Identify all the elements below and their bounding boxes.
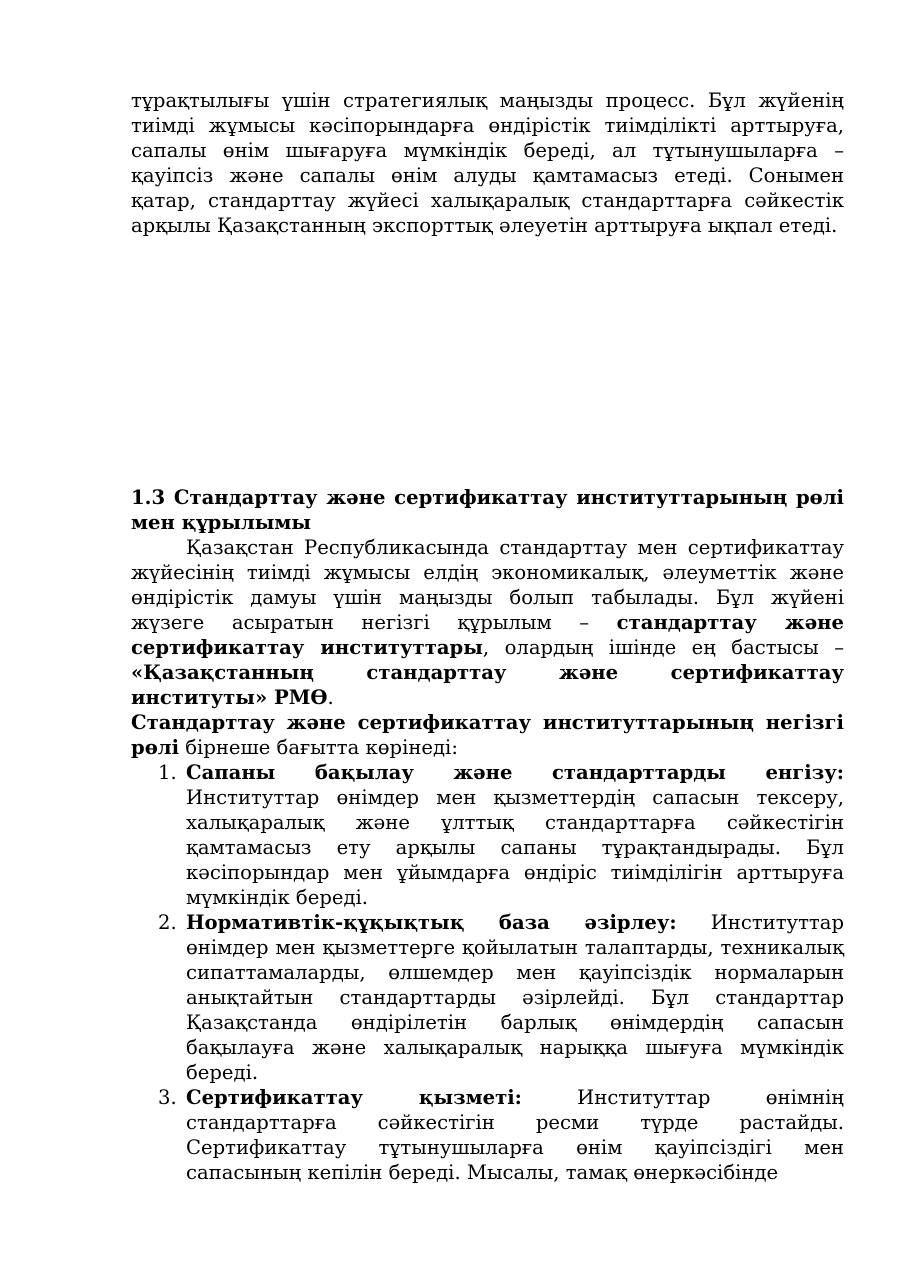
list-item-text: Институттар өнімнің стандарттарға сәйкестігін ресми түрде растайды. Сертификаттау тұтынушыларға өнім қауіпсіздігі мен сапасының кепілін береді. Мысалы, тамақ өнеркәсібінде — [186, 1086, 844, 1184]
list-item — [131, 1085, 844, 1185]
list-item-title: Сапаны бақылау және стандарттарды енгізу: — [186, 761, 844, 784]
section-1-3 — [131, 485, 844, 1185]
list-number: 2. — [158, 911, 177, 934]
list-item — [131, 910, 844, 1085]
list-number: 1. — [158, 761, 177, 784]
list-item-text: Институттар өнімдер мен қызметтердің сапасын тексеру, халықаралық және ұлттық стандарттарға сәйкестігін қамтамасыз ету арқылы сапаны тұрақтандырады. Бұл кәсіпорындар мен ұйымдарға өндіріс тиімділігін арттыруға мүмкіндік береді. — [186, 786, 844, 909]
role-text: бірнеше бағытта көрінеді: — [179, 736, 458, 759]
intro-bold-1: стандарттау және сертификаттау институттары — [131, 611, 844, 659]
role-bold: Стандарттау және сертификаттау институттарының негізгі рөлі — [131, 711, 844, 759]
intro-paragraph — [131, 535, 844, 710]
list-item — [131, 760, 844, 910]
intro-text-2: , олардың ішінде ең бастысы – — [482, 636, 844, 659]
list-item-title: Нормативтік-құқықтық база әзірлеу: — [186, 911, 677, 934]
roles-list — [131, 760, 844, 1185]
paragraph-text: тұрақтылығы үшін стратегиялық маңызды процесс. Бұл жүйенің тиімді жұмысы кәсіпорындарға өндірістік тиімділікті арттыруға, сапалы өнім шығаруға мүмкіндік береді, ал тұтынушыларға – қауіпсіз және сапалы өнім алуды қамтамасыз етеді. Сонымен қатар, стандарттау жүйесі халықаралық стандарттарға сәйкестік арқылы Қазақстанның экспорттық әлеуетін арттыруға ықпал етеді. — [131, 89, 844, 237]
section-heading: 1.3 Стандарттау және сертификаттау институттарының рөлі мен құрылымы — [131, 486, 844, 534]
list-item-text: Институттар өнімдер мен қызметтерге қойылатын талаптарды, техникалық сипаттамаларды, өлшемдер мен қауіпсіздік нормаларын анықтайтын стандарттарды әзірлейді. Бұл стандарттар Қазақстанда өндірілетін барлық өнімдердің сапасын бақылауға және халықаралық нарыққа шығуға мүмкіндік береді. — [186, 911, 844, 1084]
list-item-title: Сертификаттау қызметі: — [186, 1086, 522, 1109]
continued-paragraph — [131, 88, 844, 238]
intro-text-1: Қазақстан Республикасында стандарттау мен сертификаттау жүйесінің тиімді жұмысы елдің экономикалық, әлеуметтік және өндірістік дамуы үшін маңызды болып табылады. Бұл жүйені жүзеге асыратын негізгі құрылым – — [131, 536, 844, 634]
list-number: 3. — [158, 1086, 177, 1109]
intro-text-3: . — [327, 686, 334, 709]
intro-bold-2: «Қазақстанның стандарттау және сертификаттау институты» РМӨ — [131, 661, 844, 709]
role-paragraph — [131, 710, 844, 760]
